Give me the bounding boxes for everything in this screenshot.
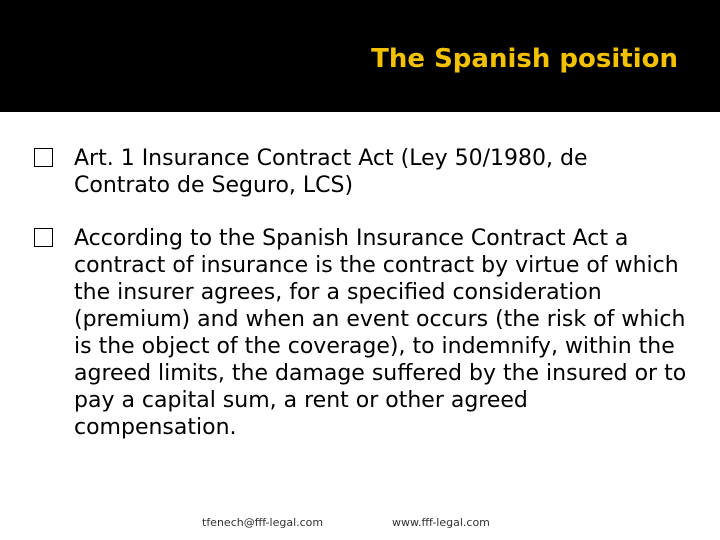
footer-email: tfenech@fff-legal.com [202, 516, 324, 529]
bullet-text: According to the Spanish Insurance Contract Act a contract of insurance is the contract by virtue of which the insurer agrees, for a specified consideration (premium) and when an event occurs (the risk of which is the object of the coverage), to indemnify, within the agreed limits, the damage suffered by the insured or to pay a capital sum, a rent or other agreed compensation. [74, 226, 687, 440]
missing-glyph-box-icon [34, 148, 53, 167]
slide-title: The Spanish position [371, 44, 678, 74]
bullet-text: Art. 1 Insurance Contract Act (Ley 50/1980, de Contrato de Seguro, LCS) [74, 146, 588, 198]
bullet-item [30, 145, 690, 199]
missing-glyph-box-icon [34, 228, 53, 247]
title-bar [0, 0, 720, 112]
bullet-item [30, 225, 690, 441]
slide-body [30, 145, 690, 441]
footer-website: www.fff-legal.com [392, 516, 490, 529]
